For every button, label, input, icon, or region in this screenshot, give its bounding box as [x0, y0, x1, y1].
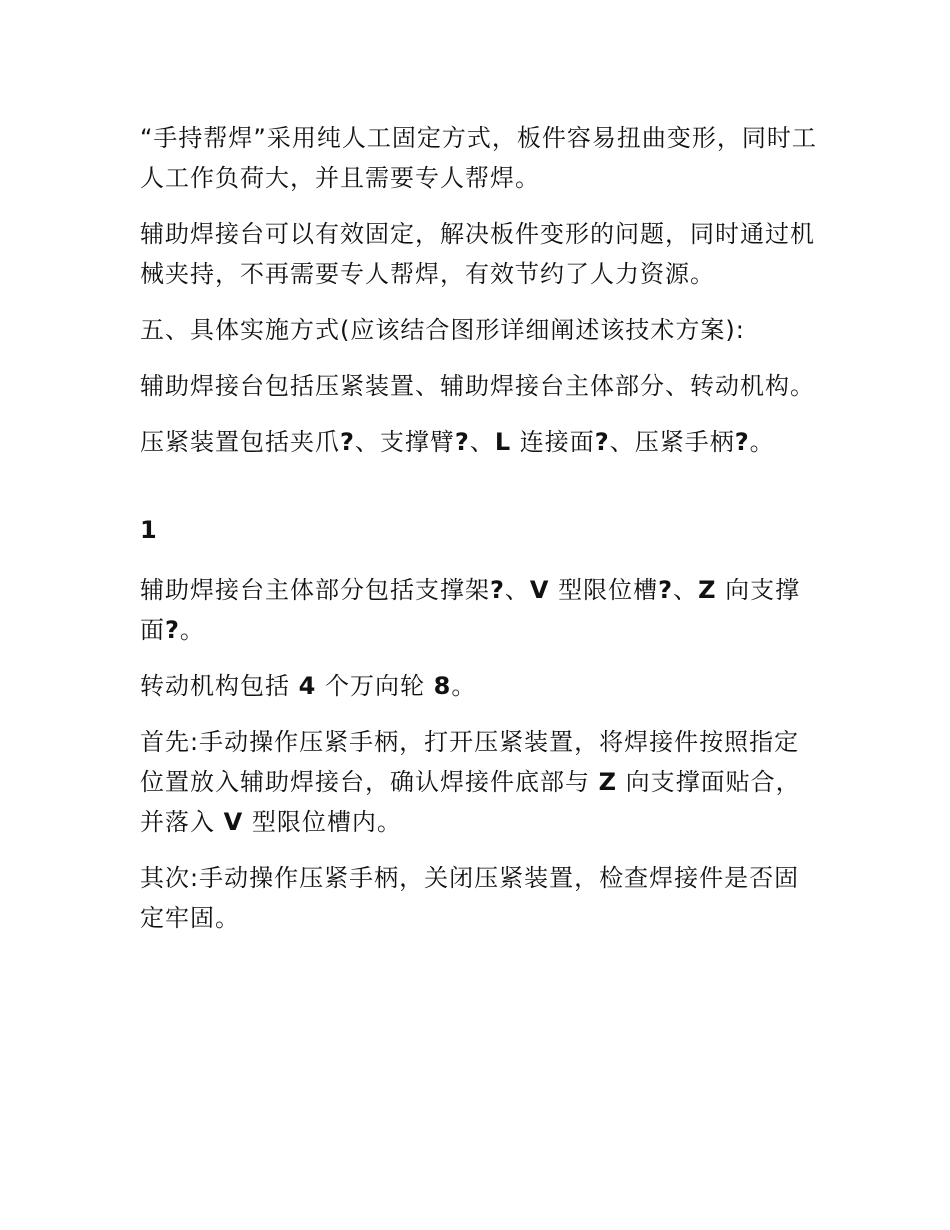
text-run: 首先:手动操作压紧手柄，打开压紧装置，将焊接件按照指定位置放入辅助焊接台，确认焊接件底部与: [140, 728, 800, 796]
paragraph-main-body: [140, 570, 820, 650]
ref-mark: ?: [340, 428, 355, 456]
text-run: 辅助焊接台主体部分包括支撑架: [140, 576, 490, 604]
paragraph-step-first: [140, 722, 820, 842]
ref-mark: ?: [658, 576, 674, 604]
paragraph-manual-welding-problem: “手持帮焊”采用纯人工固定方式，板件容易扭曲变形，同时工人工作负荷大，并且需要专人帮焊。: [140, 124, 817, 192]
text-run: 、支撑臂: [354, 428, 455, 456]
text-run: 、压紧手柄: [609, 428, 735, 456]
text-run: 向支撑面贴合，并落入: [140, 768, 801, 836]
paragraph-clamping-device: [140, 422, 820, 462]
ref-mark: L: [494, 428, 512, 456]
ref-mark: ?: [165, 616, 180, 644]
page-number: 1: [140, 516, 157, 544]
text-run: 个万向轮: [316, 672, 434, 700]
section-heading-implementation: 五、具体实施方式(应该结合图形详细阐述该技术方案):: [140, 316, 745, 344]
ref-mark: ?: [734, 428, 750, 456]
paragraph-step-second: 其次:手动操作压紧手柄，关闭压紧装置，检查焊接件是否固定牢固。: [140, 864, 800, 932]
text-run: 、: [673, 576, 699, 604]
text-run: 、: [469, 428, 495, 456]
text-run: 。: [749, 428, 775, 456]
paragraph-components-overview: 辅助焊接台包括压紧装置、辅助焊接台主体部分、转动机构。: [140, 372, 815, 400]
ref-mark: ?: [490, 576, 505, 604]
ref-mark: ?: [594, 428, 610, 456]
text-run: 型限位槽: [549, 576, 659, 604]
text-run: 连接面: [511, 428, 595, 456]
text-run: 压紧装置包括夹爪: [140, 428, 340, 456]
ref-mark: ?: [454, 428, 470, 456]
paragraph-rotation-mechanism: [140, 666, 820, 706]
ref-mark: Z: [698, 576, 717, 604]
ref-mark: V: [529, 576, 550, 604]
ref-mark: V: [223, 808, 244, 836]
text-run: 转动机构包括: [140, 672, 299, 700]
ref-mark: 8: [433, 672, 452, 700]
text-run: 。: [451, 672, 477, 700]
text-run: 型限位槽内。: [243, 808, 402, 836]
ref-mark: Z: [598, 768, 618, 796]
text-run: 。: [179, 616, 205, 644]
paragraph-auxiliary-table-benefit: 辅助焊接台可以有效固定，解决板件变形的问题，同时通过机械夹持，不再需要专人帮焊，有效节约了人力资源。: [140, 220, 815, 288]
ref-mark: 4: [298, 672, 317, 700]
text-run: 向支撑面: [140, 576, 801, 644]
text-run: 、: [504, 576, 530, 604]
